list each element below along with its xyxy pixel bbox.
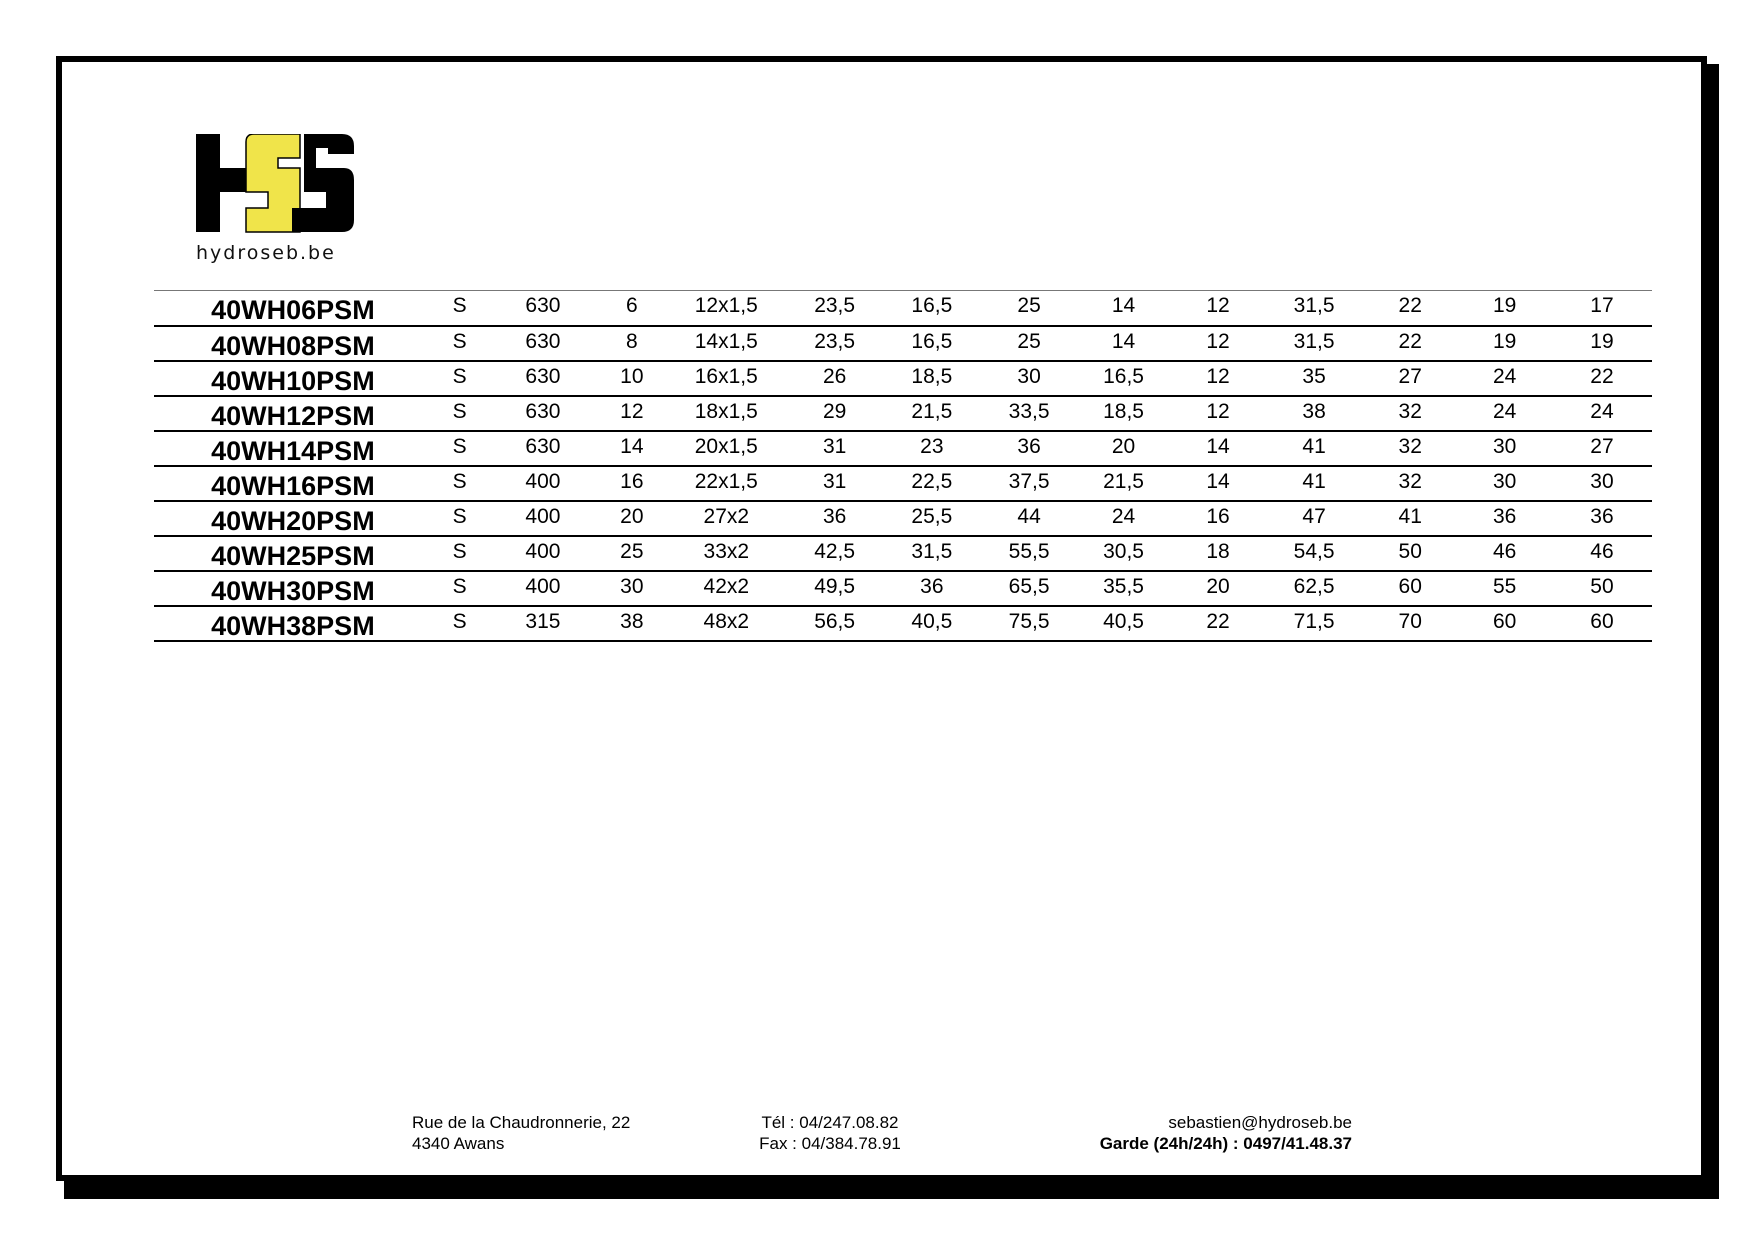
- table-cell: 24: [1552, 396, 1652, 431]
- table-cell: 46: [1457, 536, 1551, 571]
- address-city: 4340 Awans: [412, 1134, 505, 1153]
- table-cell: 42,5: [787, 536, 881, 571]
- table-cell: 25: [982, 291, 1076, 326]
- table-cell: 30: [1457, 466, 1551, 501]
- table-cell: 400: [487, 536, 598, 571]
- address-street: Rue de la Chaudronnerie, 22: [412, 1113, 631, 1132]
- table-cell: 19: [1552, 326, 1652, 361]
- part-number-cell: 40WH06PSM: [154, 291, 432, 326]
- table-cell: 41: [1265, 431, 1363, 466]
- table-cell: 24: [1457, 361, 1551, 396]
- part-number-cell: 40WH30PSM: [154, 571, 432, 606]
- table-cell: 400: [487, 466, 598, 501]
- phone-tel: Tél : 04/247.08.82: [761, 1113, 899, 1132]
- table-cell: 31,5: [1265, 326, 1363, 361]
- table-cell: 44: [982, 501, 1076, 536]
- table-cell: 38: [599, 606, 666, 641]
- table-cell: 630: [487, 291, 598, 326]
- hs-logo-graphic: [196, 134, 396, 244]
- table-cell: 14: [1076, 291, 1170, 326]
- table-cell: 46: [1552, 536, 1652, 571]
- table-cell: 630: [487, 361, 598, 396]
- part-number-cell: 40WH20PSM: [154, 501, 432, 536]
- table-cell: 35: [1265, 361, 1363, 396]
- table-cell: 40,5: [1076, 606, 1170, 641]
- table-cell: 55: [1457, 571, 1551, 606]
- footer-address: [412, 1112, 630, 1154]
- table-cell: 29: [787, 396, 881, 431]
- table-cell: 12: [1171, 361, 1265, 396]
- table-cell: 25: [599, 536, 666, 571]
- table-cell: 20: [599, 501, 666, 536]
- table-cell: 20: [1076, 431, 1170, 466]
- table-cell: 400: [487, 571, 598, 606]
- table-cell: 18,5: [882, 361, 982, 396]
- document-page: [56, 56, 1707, 1181]
- footer-contact: [1022, 1112, 1352, 1154]
- table-row: [154, 431, 1652, 466]
- contact-garde: Garde (24h/24h) : 0497/41.48.37: [1099, 1134, 1352, 1153]
- table-cell: 38: [1265, 396, 1363, 431]
- table-cell: 315: [487, 606, 598, 641]
- table-cell: 65,5: [982, 571, 1076, 606]
- table-cell: 10: [599, 361, 666, 396]
- phone-fax: Fax : 04/384.78.91: [759, 1134, 901, 1153]
- table-cell: 16,5: [882, 326, 982, 361]
- table-cell: 12: [1171, 291, 1265, 326]
- table-cell: 31: [787, 431, 881, 466]
- table-cell: 22: [1363, 291, 1457, 326]
- table-cell: 16: [1171, 501, 1265, 536]
- table-row: [154, 466, 1652, 501]
- table-cell: 30: [599, 571, 666, 606]
- table-cell: S: [432, 501, 488, 536]
- table-cell: 8: [599, 326, 666, 361]
- table-row: [154, 326, 1652, 361]
- table-cell: 23: [882, 431, 982, 466]
- table-cell: 6: [599, 291, 666, 326]
- table-cell: 36: [1457, 501, 1551, 536]
- table-cell: 50: [1552, 571, 1652, 606]
- table-cell: 60: [1363, 571, 1457, 606]
- table-cell: 25: [982, 326, 1076, 361]
- table-cell: 14: [1076, 326, 1170, 361]
- part-number-cell: 40WH25PSM: [154, 536, 432, 571]
- table-cell: S: [432, 571, 488, 606]
- table-cell: 33x2: [665, 536, 787, 571]
- table-cell: 27x2: [665, 501, 787, 536]
- table-cell: 14: [599, 431, 666, 466]
- table-cell: 16x1,5: [665, 361, 787, 396]
- table-cell: 630: [487, 431, 598, 466]
- table-cell: 12x1,5: [665, 291, 787, 326]
- table-cell: 400: [487, 501, 598, 536]
- table-cell: 12: [599, 396, 666, 431]
- table-cell: 24: [1457, 396, 1551, 431]
- part-number-cell: 40WH08PSM: [154, 326, 432, 361]
- table-row: [154, 501, 1652, 536]
- hydroseb-logo: [196, 134, 396, 264]
- table-cell: 30: [1457, 431, 1551, 466]
- table-cell: 19: [1457, 291, 1551, 326]
- part-number-cell: 40WH10PSM: [154, 361, 432, 396]
- table-cell: 36: [982, 431, 1076, 466]
- table-cell: 18: [1171, 536, 1265, 571]
- footer-phone: [740, 1112, 920, 1154]
- table-cell: 23,5: [787, 291, 881, 326]
- table-cell: 23,5: [787, 326, 881, 361]
- table-cell: 55,5: [982, 536, 1076, 571]
- table-cell: 32: [1363, 466, 1457, 501]
- contact-email[interactable]: sebastien@hydroseb.be: [1168, 1113, 1352, 1132]
- table-cell: 31,5: [882, 536, 982, 571]
- table-cell: 27: [1363, 361, 1457, 396]
- logo-text: hydroseb.be: [196, 242, 336, 264]
- table-cell: 31: [787, 466, 881, 501]
- table-cell: 12: [1171, 326, 1265, 361]
- table-cell: 36: [882, 571, 982, 606]
- table-cell: 48x2: [665, 606, 787, 641]
- table-cell: 60: [1552, 606, 1652, 641]
- table-cell: 24: [1076, 501, 1170, 536]
- table-cell: 21,5: [1076, 466, 1170, 501]
- table-cell: 25,5: [882, 501, 982, 536]
- table-cell: 32: [1363, 431, 1457, 466]
- table-cell: 40,5: [882, 606, 982, 641]
- table-cell: 36: [787, 501, 881, 536]
- part-number-cell: 40WH16PSM: [154, 466, 432, 501]
- table-cell: 26: [787, 361, 881, 396]
- table-cell: 56,5: [787, 606, 881, 641]
- table-cell: 41: [1265, 466, 1363, 501]
- table-cell: 49,5: [787, 571, 881, 606]
- table-cell: 41: [1363, 501, 1457, 536]
- table-cell: 42x2: [665, 571, 787, 606]
- table-cell: 75,5: [982, 606, 1076, 641]
- table-cell: 60: [1457, 606, 1551, 641]
- table-cell: 14: [1171, 466, 1265, 501]
- table-row: [154, 606, 1652, 641]
- table-cell: 630: [487, 396, 598, 431]
- table-cell: 32: [1363, 396, 1457, 431]
- table-cell: 36: [1552, 501, 1652, 536]
- table-cell: 630: [487, 326, 598, 361]
- table-cell: S: [432, 466, 488, 501]
- table-cell: 18,5: [1076, 396, 1170, 431]
- part-number-cell: 40WH14PSM: [154, 431, 432, 466]
- table-cell: 71,5: [1265, 606, 1363, 641]
- table-cell: 70: [1363, 606, 1457, 641]
- table-cell: 19: [1457, 326, 1551, 361]
- table-cell: S: [432, 326, 488, 361]
- table-cell: 54,5: [1265, 536, 1363, 571]
- table-cell: 14: [1171, 431, 1265, 466]
- table-cell: 30: [1552, 466, 1652, 501]
- table-cell: 31,5: [1265, 291, 1363, 326]
- table-cell: 18x1,5: [665, 396, 787, 431]
- table-cell: 22,5: [882, 466, 982, 501]
- table-cell: 47: [1265, 501, 1363, 536]
- table-cell: 16,5: [1076, 361, 1170, 396]
- table-cell: 12: [1171, 396, 1265, 431]
- table-cell: S: [432, 606, 488, 641]
- table-cell: 20x1,5: [665, 431, 787, 466]
- table-row: [154, 291, 1652, 326]
- table-cell: S: [432, 396, 488, 431]
- table-cell: 14x1,5: [665, 326, 787, 361]
- table-cell: 20: [1171, 571, 1265, 606]
- table-cell: S: [432, 361, 488, 396]
- table-cell: S: [432, 291, 488, 326]
- table-cell: 22: [1363, 326, 1457, 361]
- table-cell: 30,5: [1076, 536, 1170, 571]
- table-cell: 62,5: [1265, 571, 1363, 606]
- table-cell: S: [432, 536, 488, 571]
- table-cell: 21,5: [882, 396, 982, 431]
- table-cell: 17: [1552, 291, 1652, 326]
- table-cell: 30: [982, 361, 1076, 396]
- part-number-cell: 40WH12PSM: [154, 396, 432, 431]
- table-cell: 50: [1363, 536, 1457, 571]
- table-cell: S: [432, 431, 488, 466]
- table-cell: 16: [599, 466, 666, 501]
- table-row: [154, 571, 1652, 606]
- table-cell: 27: [1552, 431, 1652, 466]
- table-cell: 22x1,5: [665, 466, 787, 501]
- table-row: [154, 361, 1652, 396]
- product-spec-table: [154, 290, 1652, 642]
- table-cell: 16,5: [882, 291, 982, 326]
- table-cell: 22: [1552, 361, 1652, 396]
- part-number-cell: 40WH38PSM: [154, 606, 432, 641]
- table-cell: 37,5: [982, 466, 1076, 501]
- table-cell: 22: [1171, 606, 1265, 641]
- table-cell: 35,5: [1076, 571, 1170, 606]
- table-cell: 33,5: [982, 396, 1076, 431]
- table-row: [154, 536, 1652, 571]
- table-row: [154, 396, 1652, 431]
